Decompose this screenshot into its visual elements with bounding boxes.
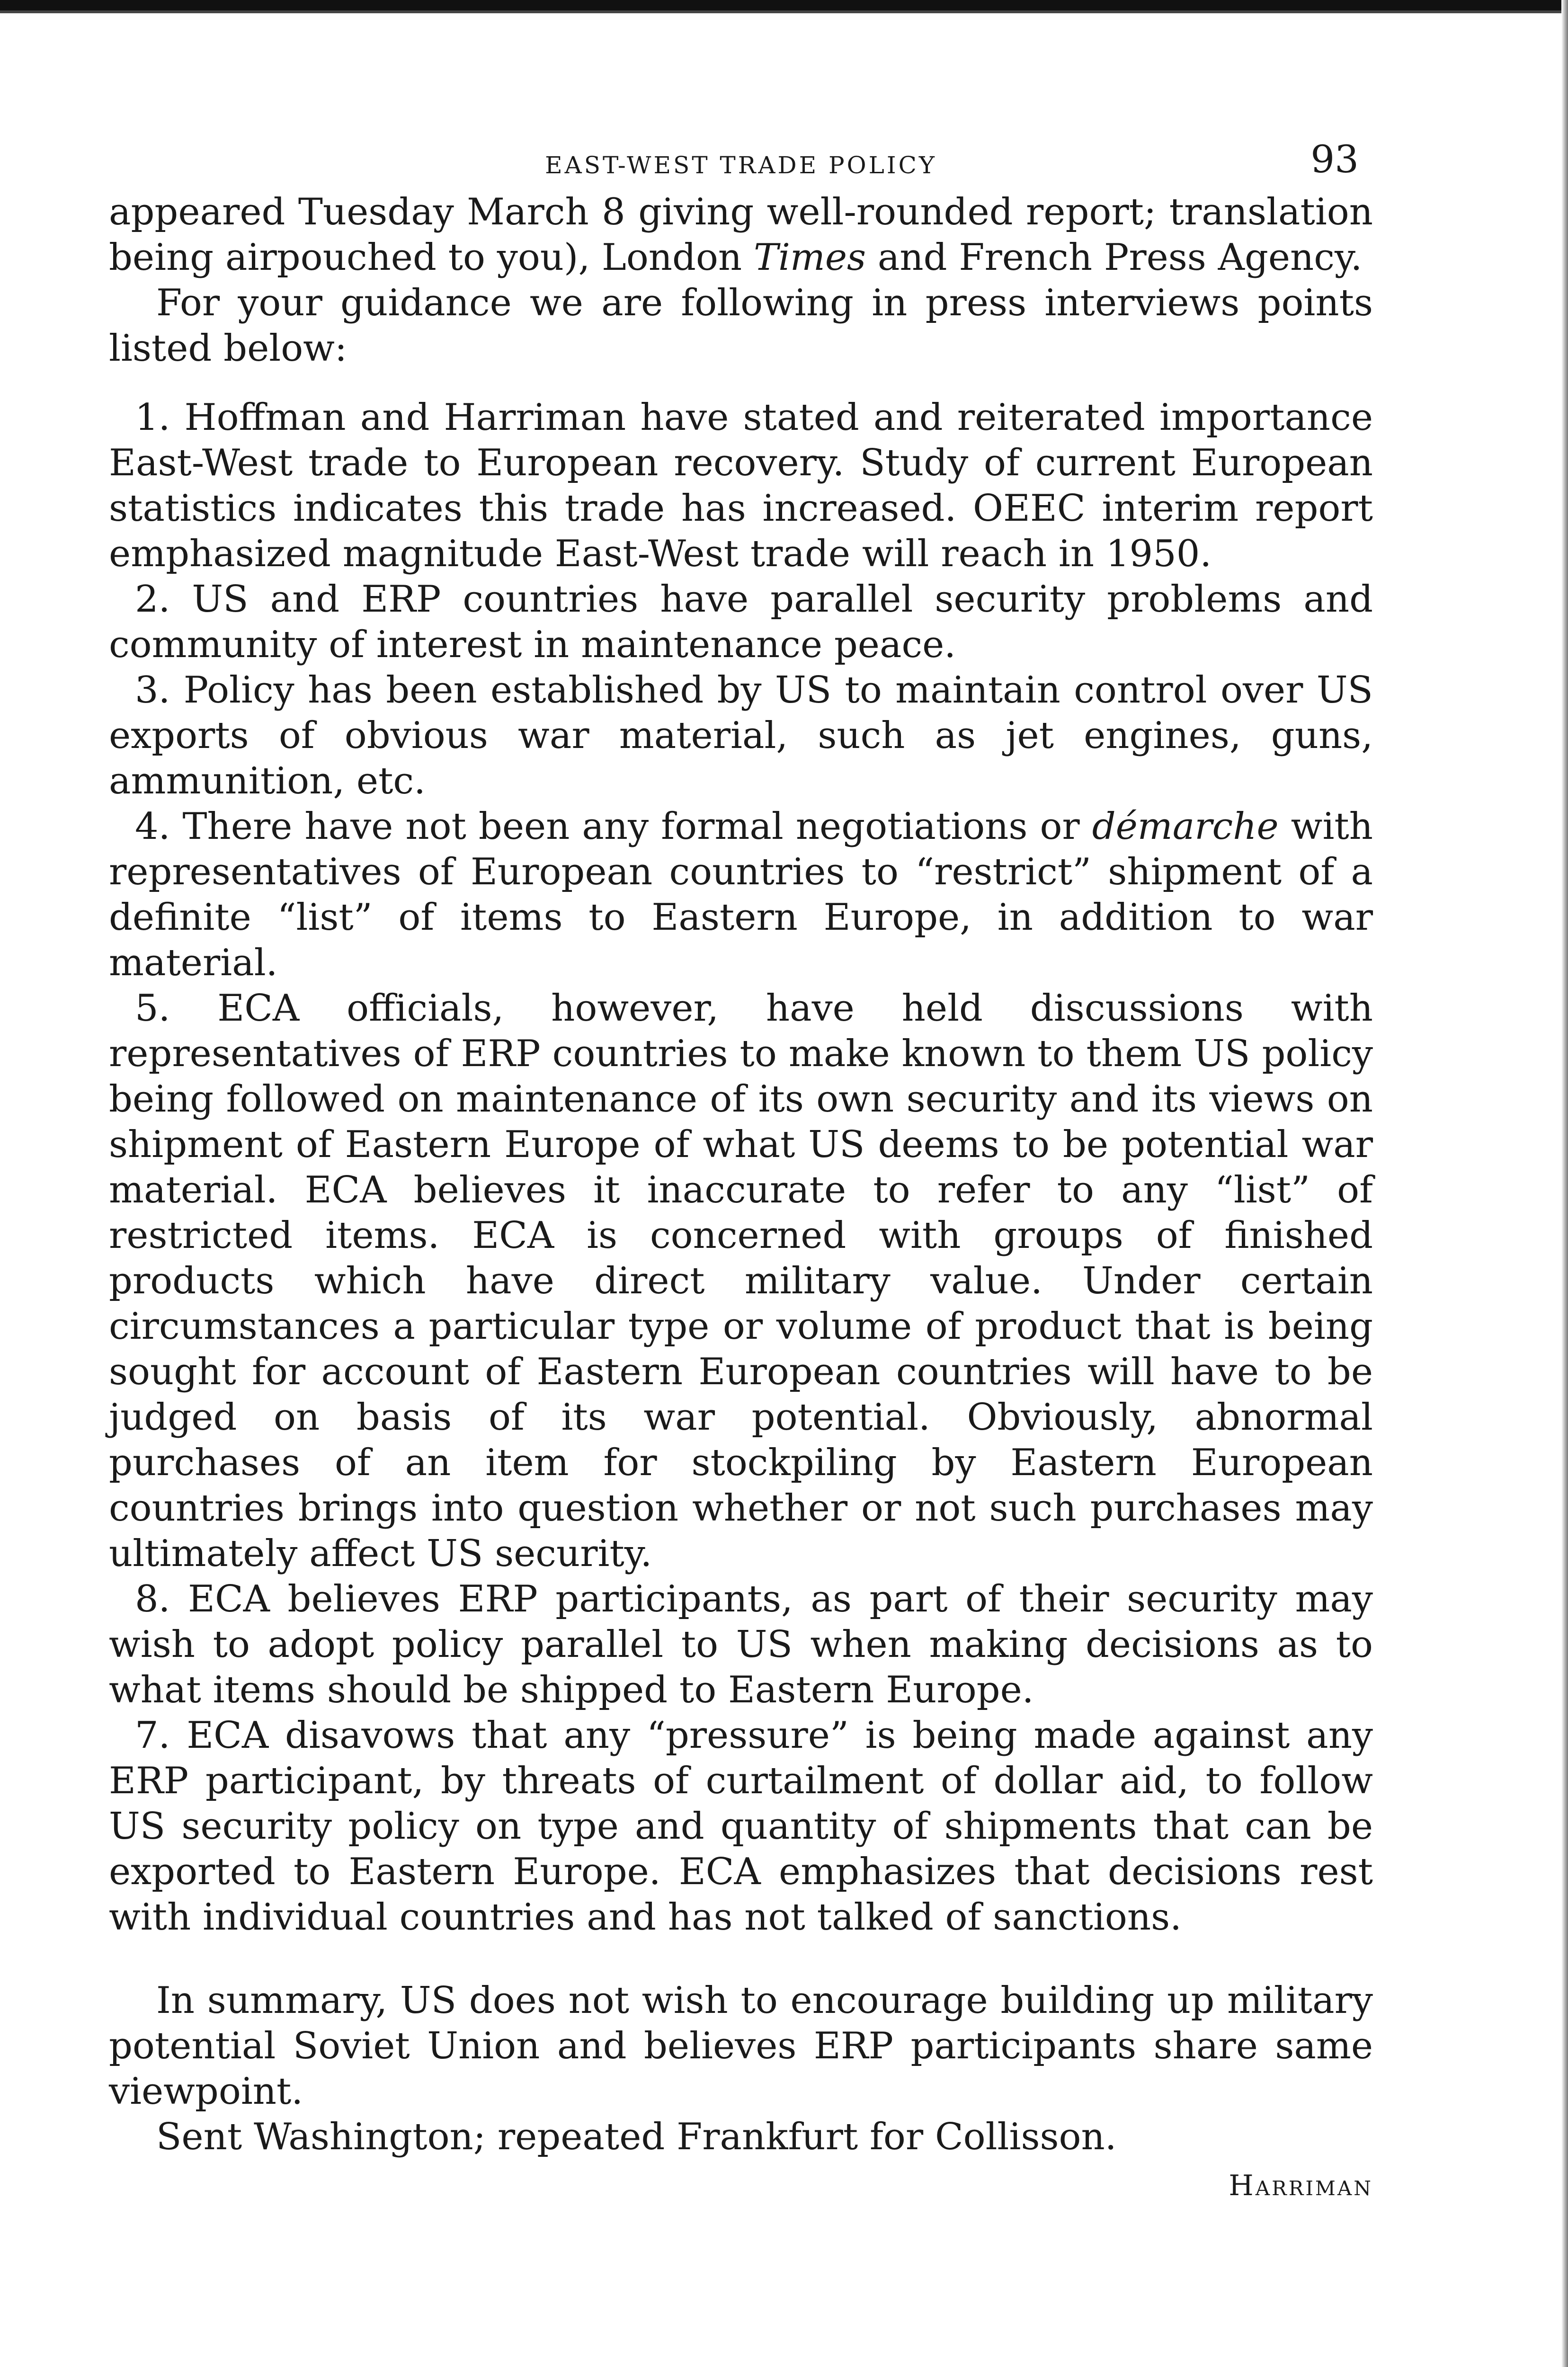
top-edge-rule (0, 0, 1568, 10)
point-2: 2. US and ERP countries have parallel security problems and community of interest in maintenance peace. (109, 578, 1373, 666)
point-4-text: 4. There have not been any formal negotiations or (135, 805, 1092, 848)
point-8: 8. ECA believes ERP participants, as part of their security may wish to adopt policy parallel to US when making decisions as to what items should be shipped to Eastern Europe. (109, 1578, 1373, 1711)
times-title: Times (753, 236, 866, 279)
signature: Harriman (1229, 2169, 1373, 2202)
opening-text: appeared Tuesday March 8 giving well-rounded report; translation being airpouched to you), London (109, 191, 1373, 279)
point-1: 1. Hoffman and Harriman have stated and reiterated importance East-West trade to European recovery. Study of current European statistics indicates this trade has increased. OEEC interim report emphasized magnitude East-West trade will reach in 1950. (109, 396, 1373, 575)
opening-paragraph (109, 189, 1373, 280)
summary-paragraph: In summary, US does not wish to encourage building up military potential Soviet Union and believes ERP participants share same viewpoint. (109, 1979, 1373, 2113)
guidance-paragraph: For your guidance we are following in press interviews points listed below: (109, 282, 1373, 370)
demarche-term: démarche (1092, 805, 1279, 848)
right-page-edge (1561, 0, 1568, 2367)
body-text (109, 189, 1373, 2160)
point-3: 3. Policy has been established by US to maintain control over US exports of obvious war material, such as jet engines, guns, ammunition, etc. (109, 669, 1373, 802)
point-5: 5. ECA officials, however, have held discussions with representatives of ERP countries to make known to them US policy being followed on maintenance of its own security and its views on shipment of Eastern Europe of what US deems to be potential war material. ECA believes it inaccurate to refer to any “list” of restricted items. ECA is concerned with groups of finished products which have direct military value. Under certain circumstances a particular type or volume of product that is being sought for account of Eastern European countries will have to be judged on basis of its war potential. Obviously, abnormal purchases of an item for stockpiling by Eastern European countries brings into question whether or not such purchases may ultimately affect US security. (109, 987, 1373, 1575)
point-4-text-end: with representatives of European countries to “restrict” shipment of a definite “list” of items to Eastern Europe, in addition to war material. (109, 805, 1373, 984)
point-7: 7. ECA disavows that any “pressure” is being made against any ERP participant, by threats of curtailment of dollar aid, to follow US security policy on type and quantity of shipments that can be exported to Eastern Europe. ECA emphasizes that decisions rest with individual countries and has not talked of sanctions. (109, 1714, 1373, 1939)
page-number: 93 (1310, 137, 1359, 181)
sent-line: Sent Washington; repeated Frankfurt for Collisson. (156, 2116, 1117, 2158)
opening-text-end: and French Press Agency. (866, 236, 1363, 279)
running-title: EAST-WEST TRADE POLICY (545, 151, 937, 179)
top-edge-rule-thin (0, 10, 1568, 13)
page (109, 137, 1373, 2202)
running-head (109, 137, 1373, 189)
point-4 (109, 804, 1373, 986)
